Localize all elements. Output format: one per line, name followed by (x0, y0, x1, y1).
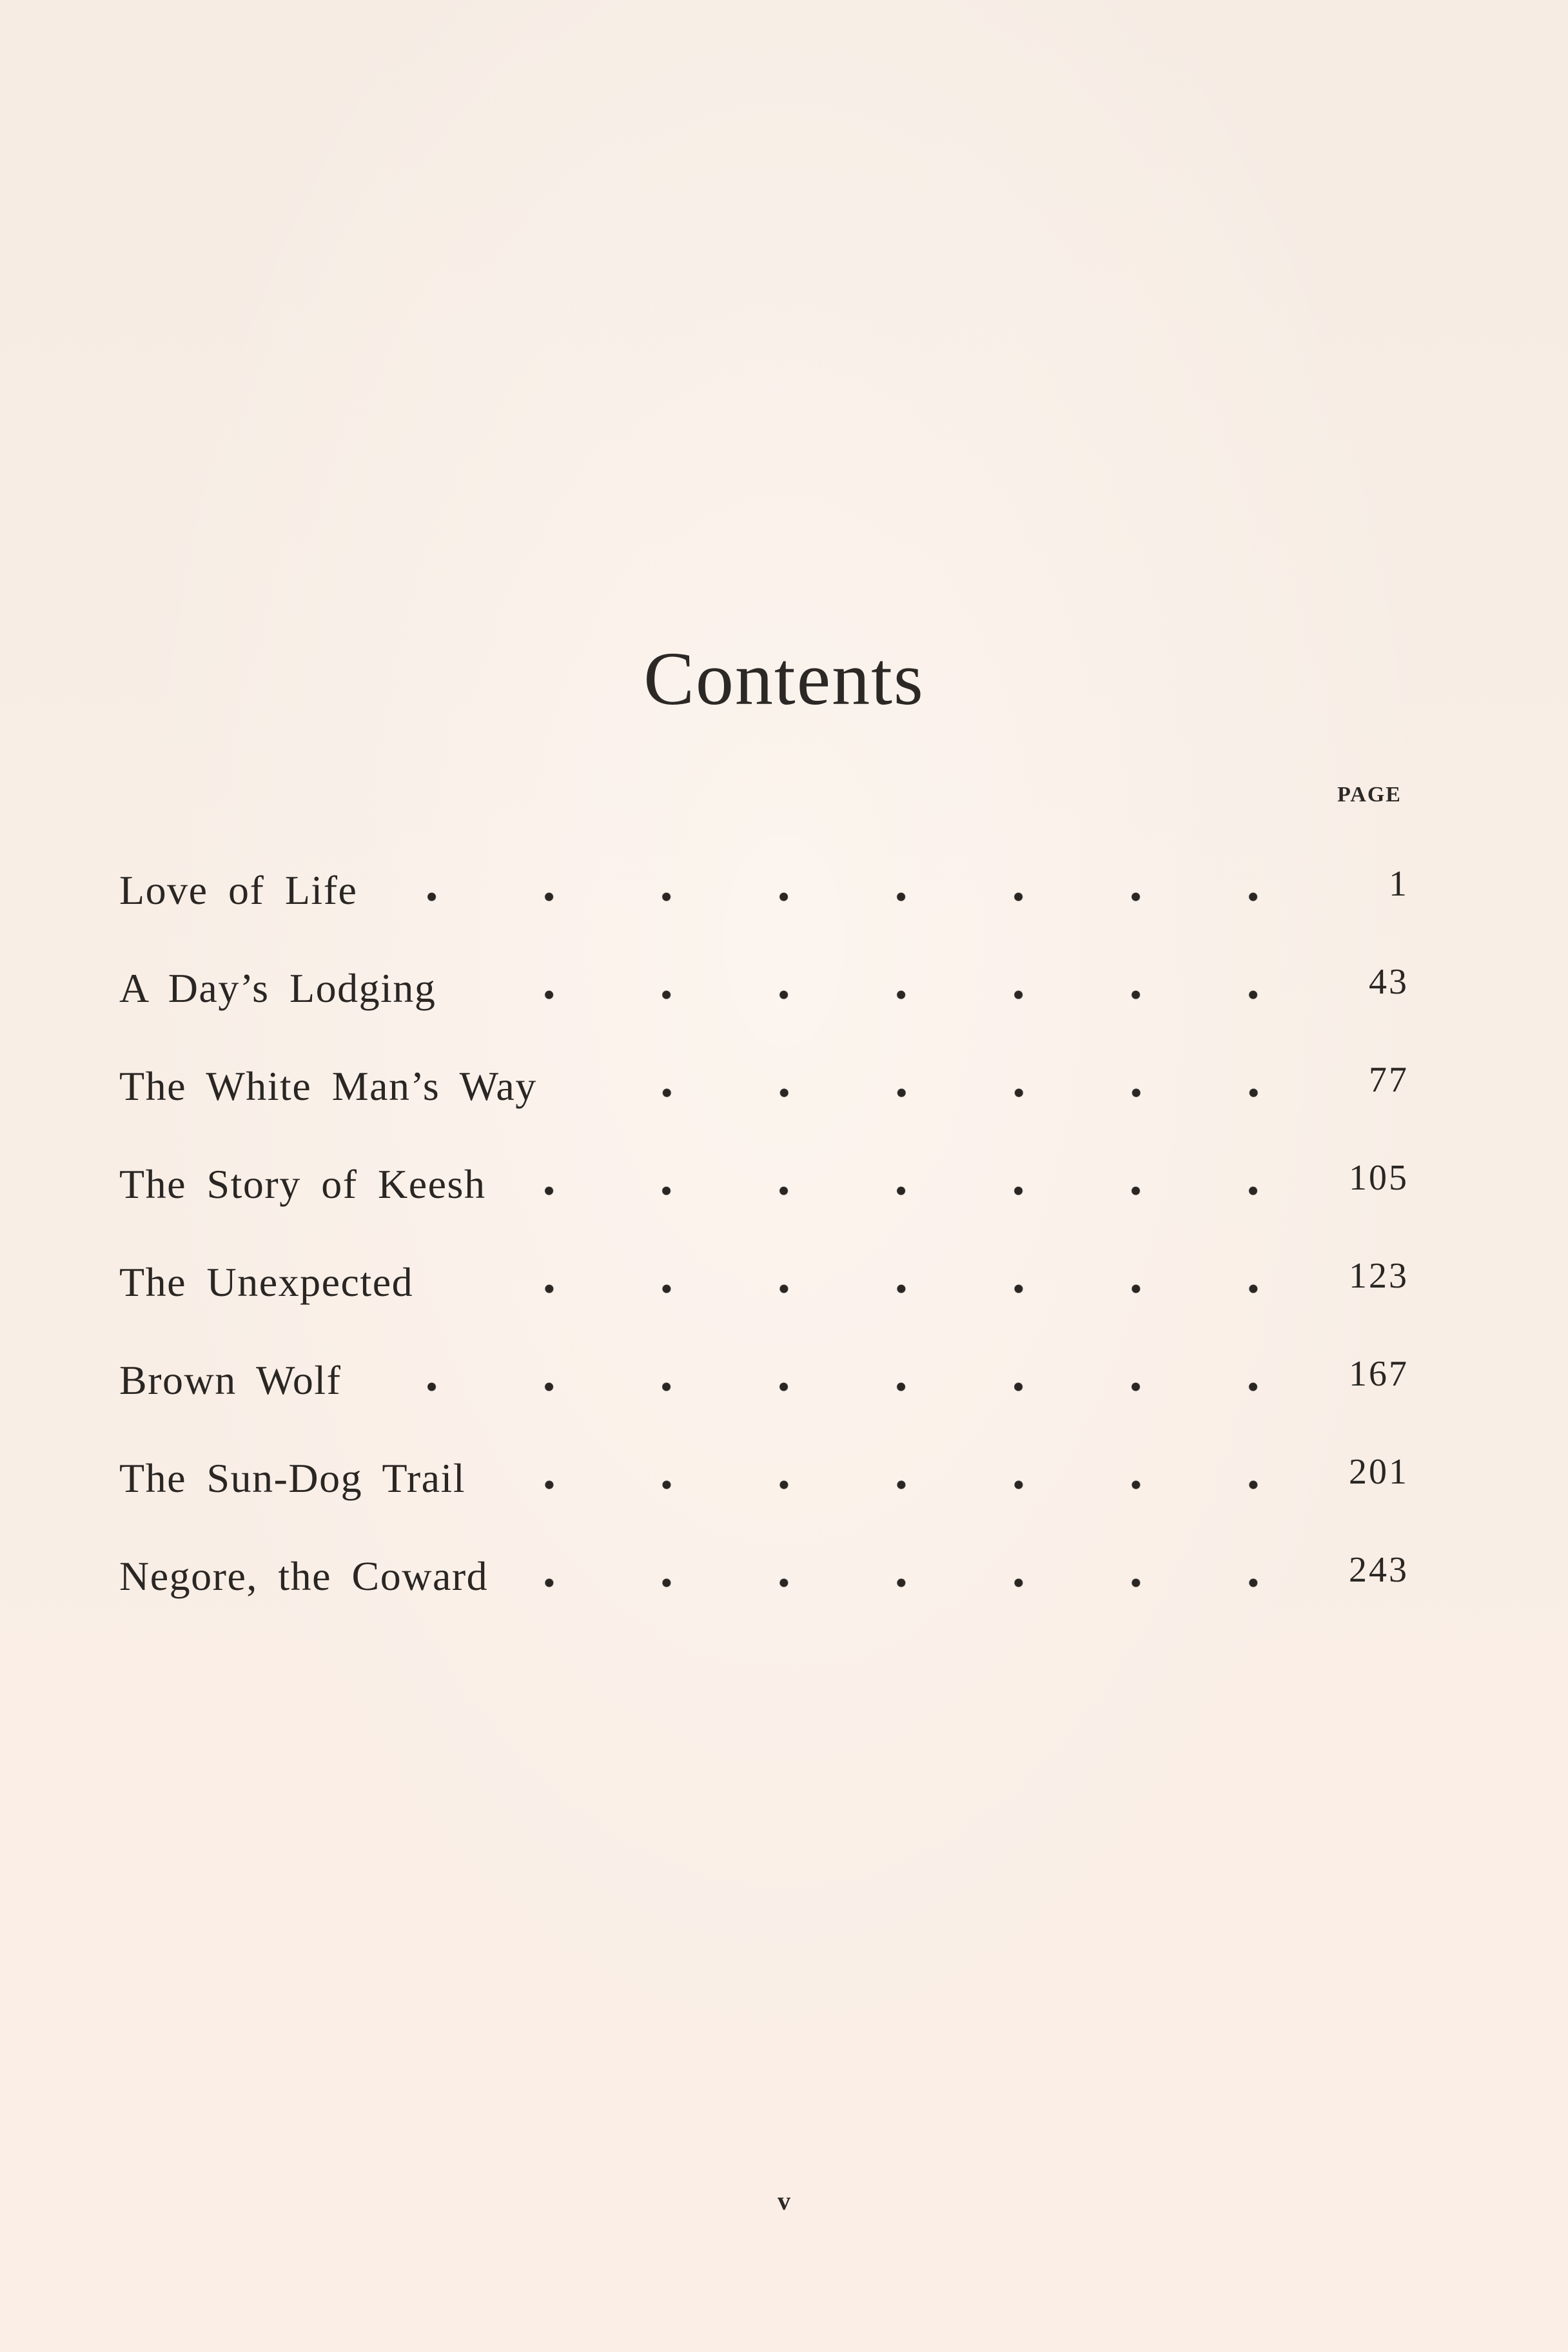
toc-entry (119, 1527, 1409, 1625)
toc-entry (119, 1331, 1409, 1429)
toc-entry (119, 1233, 1409, 1331)
toc-entry-title: The White Man’s Way (119, 1063, 537, 1109)
dot-leader (383, 890, 1312, 903)
toc-entry-page: 167 (1349, 1354, 1409, 1394)
dot-leader (563, 1086, 1312, 1099)
toc-entry-page: 123 (1349, 1256, 1409, 1296)
toc-entry (119, 1429, 1409, 1527)
toc-entry-title: The Story of Keesh (119, 1161, 486, 1207)
dot-leader (491, 1478, 1312, 1491)
toc-entry-title: The Unexpected (119, 1259, 414, 1305)
toc-entry-page: 43 (1369, 962, 1409, 1002)
toc-entry-title: Love of Life (119, 867, 358, 913)
toc-entry-page: 201 (1349, 1452, 1409, 1492)
toc-entry (119, 841, 1409, 939)
dot-leader (511, 1184, 1312, 1197)
toc-entry-page: 105 (1349, 1158, 1409, 1198)
toc-entry-page: 243 (1349, 1550, 1409, 1590)
dot-leader (514, 1576, 1312, 1589)
toc-entry-title: Negore, the Coward (119, 1553, 489, 1599)
toc-entry (119, 1135, 1409, 1233)
contents-heading: Contents (643, 636, 925, 721)
page-column-label: PAGE (1337, 783, 1402, 807)
toc-entry-page: 1 (1389, 864, 1409, 904)
toc-entry-title: Brown Wolf (119, 1357, 342, 1403)
toc-entry-page: 77 (1369, 1060, 1409, 1100)
toc-entry (119, 1037, 1409, 1135)
toc-entry (119, 939, 1409, 1037)
toc-entry-title: A Day’s Lodging (119, 965, 436, 1011)
dot-leader (462, 988, 1312, 1001)
toc-entry-title: The Sun-Dog Trail (119, 1455, 466, 1501)
dot-leader (367, 1380, 1312, 1393)
page-folio: v (778, 2186, 790, 2215)
dot-leader (439, 1282, 1312, 1295)
table-of-contents (119, 841, 1409, 1625)
